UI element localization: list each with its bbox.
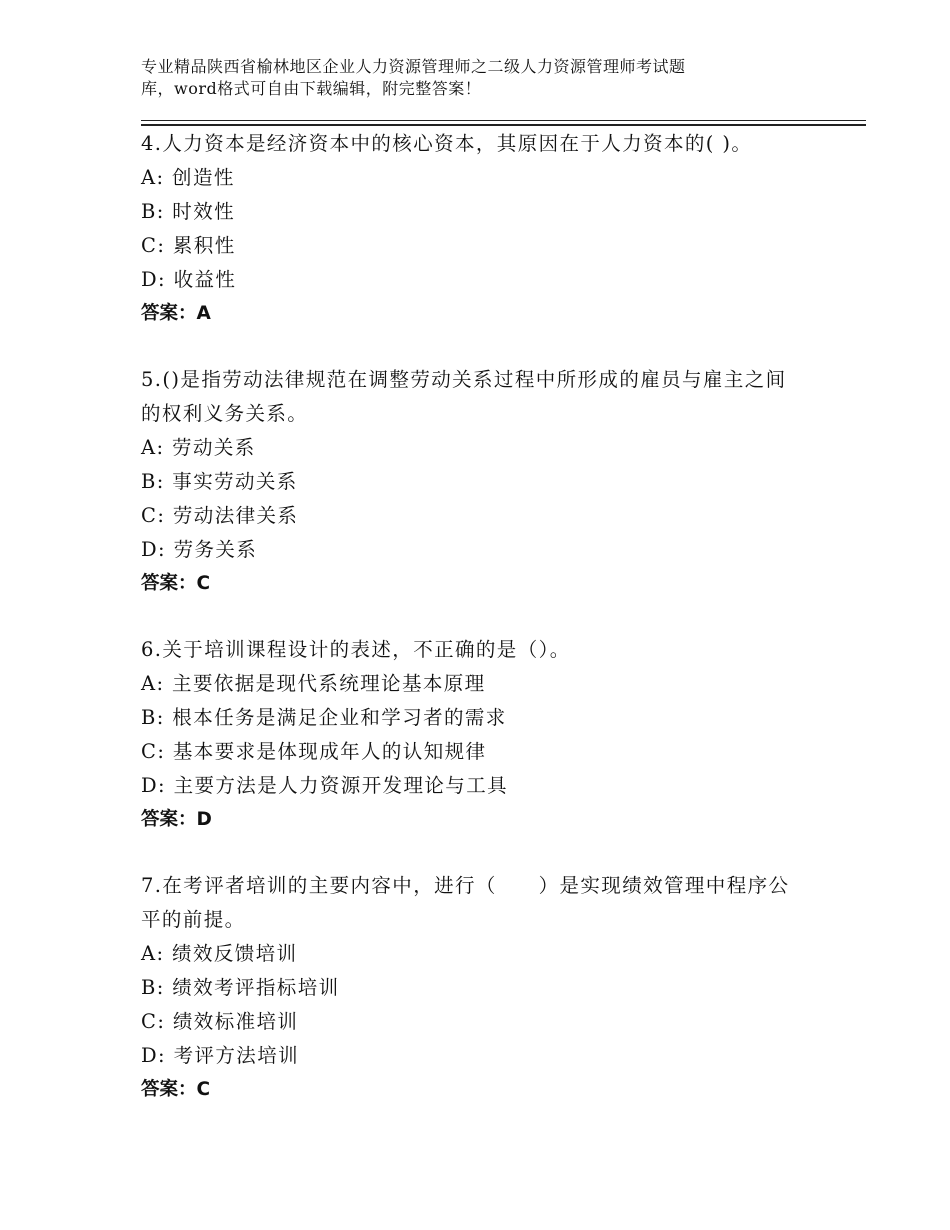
question-5 — [141, 363, 841, 601]
header-rule-thin — [141, 120, 866, 121]
option-d: D: 考评方法培训 — [141, 1044, 300, 1067]
header-title-line-2: 库，word格式可自由下载编辑，附完整答案！ — [141, 79, 482, 98]
question-stem: 5.()是指劳动法律规范在调整劳动关系过程中所形成的雇员与雇主之间的权利义务关系。 — [141, 368, 787, 425]
option-c: C: 基本要求是体现成年人的认知规律 — [141, 740, 487, 763]
answer: 答案：C — [141, 1079, 211, 1100]
option-d: D: 劳务关系 — [141, 538, 258, 561]
option-c: C: 劳动法律关系 — [141, 504, 299, 527]
question-4 — [141, 127, 841, 331]
question-stem: 6.关于培训课程设计的表述，不正确的是（）。 — [141, 638, 571, 661]
header-rule-thick — [141, 124, 866, 126]
option-b: B: 根本任务是满足企业和学习者的需求 — [141, 706, 507, 729]
option-a: A: 劳动关系 — [141, 436, 256, 459]
question-stem: 4.人力资本是经济资本中的核心资本，其原因在于人力资本的( )。 — [141, 132, 753, 155]
answer: 答案：A — [141, 303, 211, 324]
question-stem: 7.在考评者培训的主要内容中，进行（ ）是实现绩效管理中程序公平的前提。 — [141, 874, 790, 931]
option-b: B: 绩效考评指标培训 — [141, 976, 340, 999]
option-a: A: 主要依据是现代系统理论基本原理 — [141, 672, 486, 695]
option-b: B: 事实劳动关系 — [141, 470, 298, 493]
option-a: A: 绩效反馈培训 — [141, 942, 298, 965]
answer: 答案：C — [141, 573, 211, 594]
header-title-line-1: 专业精品陕西省榆林地区企业人力资源管理师之二级人力资源管理师考试题 — [141, 57, 686, 76]
answer: 答案：D — [141, 809, 212, 830]
question-7 — [141, 869, 841, 1107]
option-c: C: 绩效标准培训 — [141, 1010, 299, 1033]
document-header — [141, 56, 801, 100]
option-d: D: 主要方法是人力资源开发理论与工具 — [141, 774, 509, 797]
option-d: D: 收益性 — [141, 268, 237, 291]
option-c: C: 累积性 — [141, 234, 236, 257]
option-a: A: 创造性 — [141, 166, 235, 189]
question-list — [141, 127, 841, 1139]
option-b: B: 时效性 — [141, 200, 235, 223]
question-6 — [141, 633, 841, 837]
